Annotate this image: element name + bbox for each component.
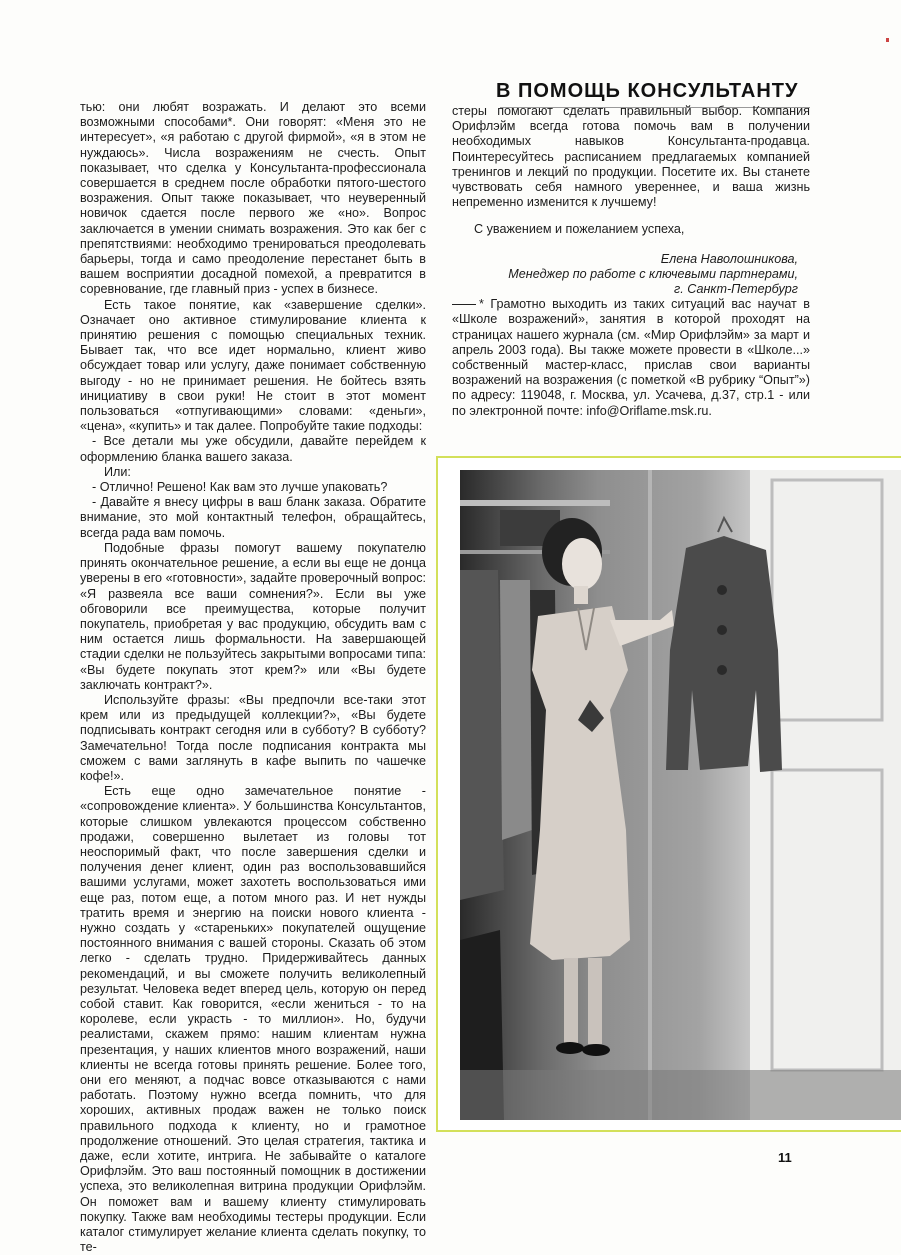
footnote xyxy=(452,297,810,419)
footnote-rule xyxy=(452,304,476,305)
floor xyxy=(460,1070,901,1120)
article-paragraph: стеры помогают сделать правильный выбор. Компания Орифлэйм всегда готова помочь вам в получении необходимых навыков Консультанта-продавца. Поинтересуйтесь расписанием предлагаемых компанией тренингов и лекций по продукции. Посетите их. Вы станете чувствовать себя намного увереннее, и ваша жизнь непременно изменится к лучшему! xyxy=(452,104,810,210)
hanging-garment xyxy=(500,580,532,840)
article-paragraph: Подобные фразы помогут вашему покупателю принять окончательное решение, а если вы еще не донца уверены в его «готовности», задайте проверочный вопрос: «Я развеяла все ваши сомнения?». Если вы уже обговорили все преимущества, которые получит покупатель, приобретая у вас продукцию, обсудить вам с ним остается лишь формальности. На завершающей стадии сделки не пользуйтесь закрытыми вопросами типа: «Вы будете покупать этот крем?» или «Вы будете заключать контракт?». xyxy=(80,540,426,692)
shoe xyxy=(582,1044,610,1056)
dress xyxy=(530,606,630,960)
page-number: 11 xyxy=(778,1150,792,1165)
jacket xyxy=(666,536,782,772)
hanger-hook xyxy=(718,518,732,532)
photo-illustration xyxy=(460,470,901,1120)
jacket-button xyxy=(717,625,727,635)
jacket-button xyxy=(717,585,727,595)
signature-position: Менеджер по работе с ключевыми партнерами, xyxy=(508,266,798,281)
dialogue-connector: Или: xyxy=(104,464,131,479)
signature-name: Елена Наволошникова, xyxy=(660,251,798,266)
dialogue-line: - Все детали мы уже обсудили, давайте перейдем к оформлению бланка вашего заказа. xyxy=(80,434,426,464)
photo-frame xyxy=(436,456,901,1132)
section-header: В ПОМОЩЬ КОНСУЛЬТАНТУ xyxy=(496,80,799,102)
neck xyxy=(574,586,588,604)
arm xyxy=(610,610,674,646)
article-paragraph: тью: они любят возражать. И делают это всеми возможными способами*. Они говорят: «Меня это не интересует», «я работаю с другой фирмой», «я в этом не нуждаюсь». Числа возражениям не счесть. Опыт показывает, что сделка у Консультанта-профессионала совершается в среднем после обработки пятого-шестого возражения. Опыт также показывает, что неуверенный новичок сдается после первого же «но». Вопрос заключается в умении снимать возражения. Это как бег с препятствиями: необходимо тренироваться преодолевать барьеры, тогда и само преодоление перестанет быть в вашем восприятии досадной помехой, а превратится в соревнование, где главный приз - успех в бизнесе. xyxy=(80,100,426,297)
sign-off xyxy=(452,222,810,297)
signature xyxy=(452,252,810,298)
door-frame-edge xyxy=(648,470,652,1120)
closet-shelf xyxy=(460,500,610,506)
article-left-column xyxy=(80,100,426,1255)
jacket-button xyxy=(717,665,727,675)
dialogue-line: - Давайте я внесу цифры в ваш бланк заказа. Обратите внимание, это мой контактный телефон, обращайтесь, всегда рада вам помочь. xyxy=(80,495,426,540)
footnote-text: * Грамотно выходить из таких ситуаций вас научат в «Школе возражений», занятия в которой проходят на страницах нашего журнала (см. «Мир Орифлэйм» за март и апрель 2003 года). Вы также можете провести в «Школе...» собственный мастер-класс, прислав свои варианты возражений на возражения (с пометкой «В рубрику “Опыт”») по адресу: 119048, г. Москва, ул. Усачева, д.37, стр.1 - или по электронной почте: info@Oriflame.msk.ru. xyxy=(452,297,810,418)
shoe xyxy=(556,1042,584,1054)
article-paragraph: Используйте фразы: «Вы предпочли все-таки этот крем или из предыдущей коллекции?», «Вы будете подписывать контракт сегодня или в субботу? В субботу? Замечательно! Тогда после подписания контракта мы сможем с вами заглянуть в кафе выпить по чашечке кофе!». xyxy=(80,692,426,783)
article-paragraph: Есть такое понятие, как «завершение сделки». Означает оно активное стимулирование клиента к принятию решения с помощью специальных техник. Бывает так, что все идет нормально, клиент живо обсуждает товар или услугу, даже понимает собственную выгоду - но не принимает решения. Не бойтесь взять инициативу в свои руки! Не стоит в этот момент пользоваться «отпугивающими» словами: «деньги», «цена», «купить» и так далее. Попробуйте такие подходы: xyxy=(80,297,426,434)
vintage-photo xyxy=(460,470,901,1120)
hanging-garment xyxy=(460,570,504,900)
leg xyxy=(564,958,578,1044)
greeting: С уважением и пожеланием успеха, xyxy=(474,222,685,237)
signature-city: г. Санкт-Петербург xyxy=(674,282,798,297)
print-mark xyxy=(886,38,889,42)
article-right-column xyxy=(452,104,810,419)
dialogue-line: - Отлично! Решено! Как вам это лучше упаковать? xyxy=(92,480,388,495)
leg xyxy=(588,958,602,1044)
article-paragraph: Есть еще одно замечательное понятие - «сопровождение клиента». У большинства Консультантов, которые слишком увлекаются процессом собственно продажи, совершенно вылетает из головы тот неоспоримый факт, что после завершения сделки и получения денег клиент, один раз воспользовавшийся вашими услугами, может захотеть воспользоваться ими еще раз, потом еще, а потом много раз. И нет нужды тратить время и энергию на поиски нового клиента - нужно создать у «старенькиx» покупателей ощущение постоянного внимания с вашей стороны. Сказать об этом легко - сделать трудно. Придерживайтесь данных рекомендаций, и вы сможете получить великолепный результат. Человека ведет вперед цель, которую он перед собой ставит. Как говорится, «если жениться - то на королеве, если украсть - то миллион». Но, будучи реалистами, скажем прямо: нашим клиентам нужна презентация, у наших клиентов много возражений, наши клиенты не всегда готовы принять решение. Более того, они его меняют, а подчас вовсе отказываются с нами работать. Поэтому нужно всегда помнить, что для хороших, активных продаж важен не только поиск правильного подхода к клиенту, но и грамотное продолжение отношений. Это целая стратегия, тактика и даже, если хотите, интрига. Не забывайте о каталоге Орифлэйм. Это ваш постоянный помощник в достижении успеха, это великолепная витрина продукции Орифлэйм. Он поможет вам и вашему клиенту стимулировать покупку. Также вам необходимы тестеры продукции. Если каталог стимулирует желание клиента сделать покупку, то те- xyxy=(80,784,426,1255)
face xyxy=(562,538,602,590)
